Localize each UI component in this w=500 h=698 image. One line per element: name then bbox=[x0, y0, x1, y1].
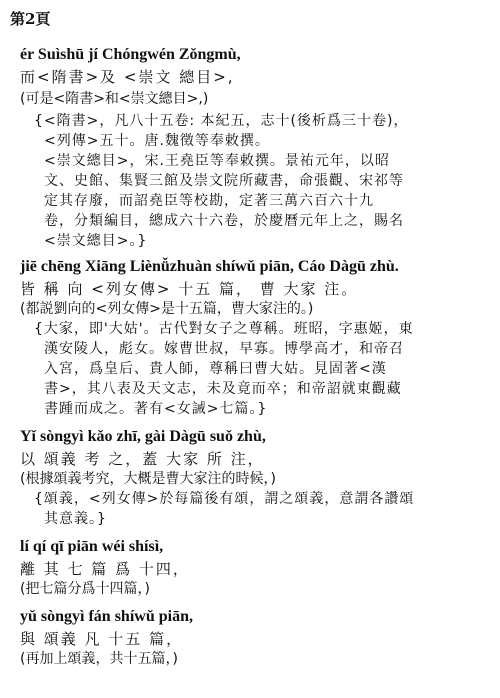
chinese-line: 以 頌義 考 之，蓋 大家 所 注， bbox=[20, 450, 265, 468]
note-line: 書踵而成之。著有<女誡>七篇。} bbox=[44, 401, 268, 417]
page-number: 第2頁 bbox=[10, 10, 51, 28]
translation-line: (再加上頌義，共十五篇，) bbox=[20, 651, 178, 667]
note-line: {頌義，<列女傳>於每篇後有頌，謂之頌義，意謂各讚頌 bbox=[34, 491, 415, 507]
translation-line: (都説劉向的<列女傳>是十五篇，曹大家注的。) bbox=[20, 301, 314, 317]
translation-line: (根據頌義考究，大概是曹大家注的時候，) bbox=[20, 471, 276, 487]
note-line: 卷，分類編目，總成六十六卷，於慶曆元年上之，賜名 bbox=[44, 213, 404, 229]
note-line: {大家，即'大姑'。古代對女子之尊稱。班昭，字惠姬，東 bbox=[34, 321, 414, 337]
note-line: 文、史館、集賢三館及崇文院所藏書，命張觀、宋祁等 bbox=[44, 173, 404, 189]
note-line: <列傳>五十。唐.魏徵等奉敕撰。 bbox=[44, 133, 270, 149]
chinese-line: 而<隋書>及 <崇文 總目>, bbox=[20, 68, 235, 86]
note-line: 書>，其八表及天文志，未及竟而卒；和帝詔就東觀藏 bbox=[44, 381, 402, 397]
note-line: 其意義。} bbox=[44, 511, 107, 527]
note-line: 漢安陵人，彪女。嫁曹世叔，早寡。博學高才，和帝召 bbox=[44, 341, 404, 357]
chinese-line: 與 頌義 凡 十五 篇， bbox=[20, 630, 184, 648]
pinyin-line: ér Suìshū jí Chóngwén Zǒngmù, bbox=[20, 46, 241, 63]
pinyin-line: yǔ sòngyì fán shíwǔ piān, bbox=[20, 608, 193, 625]
note-line: {<隋書>，凡八十五卷: 本紀五，志十(後析爲三十卷)， bbox=[34, 113, 409, 129]
translation-line: (把七篇分爲十四篇，) bbox=[20, 581, 150, 597]
note-line: <崇文總目>。} bbox=[44, 233, 148, 249]
note-line: 定其存廢，而詔堯臣等校勘，定著三萬六百六十九 bbox=[44, 193, 374, 209]
pinyin-line: lí qí qī piān wéi shísì, bbox=[20, 538, 164, 555]
chinese-line: 皆 稱 向 <列女傳> 十五 篇， 曹 大家 注。 bbox=[20, 280, 359, 298]
pinyin-line: jiē chēng Xiāng Liènǚzhuàn shíwǔ piān, Cáo Dàgū zhù. bbox=[20, 258, 399, 275]
note-line: <崇文總目>，宋.王堯臣等奉敕撰。景祐元年，以昭 bbox=[44, 153, 390, 169]
translation-line: (可是<隋書>和<崇文總目>,) bbox=[20, 91, 209, 107]
chinese-line: 離 其 七 篇 爲 十四， bbox=[20, 560, 190, 578]
note-line: 入宮，爲皇后、貴人師，尊稱曰曹大姑。見固著<漢 bbox=[44, 361, 387, 377]
pinyin-line: Yǐ sòngyì kǎo zhī, gài Dàgū suǒ zhù, bbox=[20, 428, 266, 445]
